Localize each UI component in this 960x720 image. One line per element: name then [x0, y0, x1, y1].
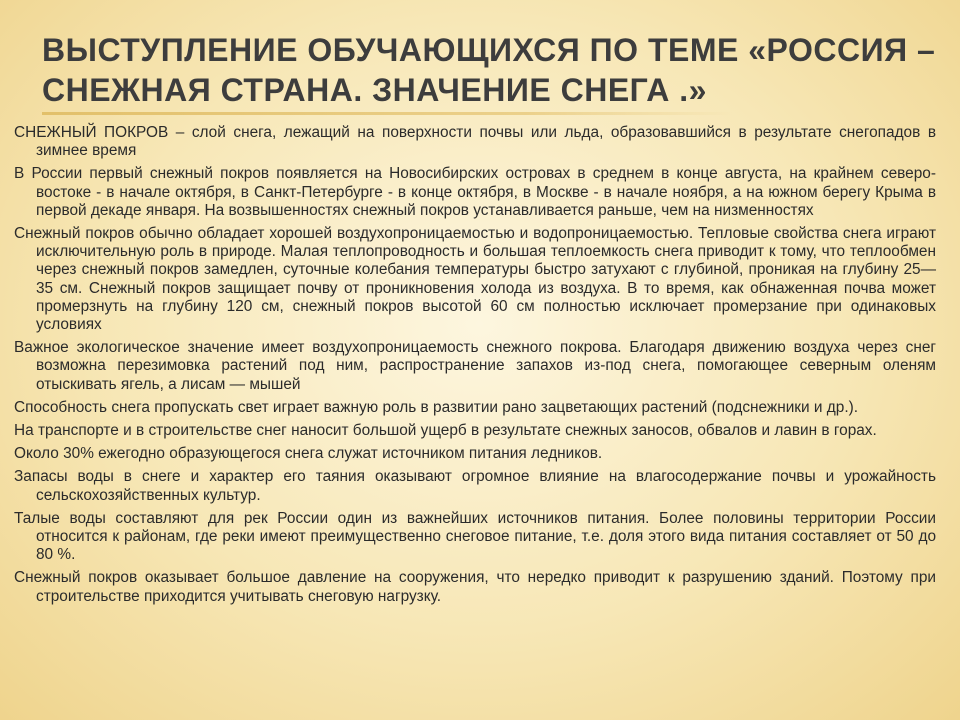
paragraph-meltwater: Талые воды составляют для рек России один из важнейших источников питания. Более половины территории России относится к районам, где реки имеют преимущественно снеговое питание, т.е. доля этого вида питания составляет от 50 до 80 %. [14, 509, 936, 564]
paragraph-soil-moisture: Запасы воды в снеге и характер его таяния оказывают огромное влияние на влагосодержание почвы и урожайность сельскохозяйственных культур. [14, 468, 936, 504]
paragraph-transport-damage: На транспорте и в строительстве снег наносит большой ущерб в результате снежных заносов, обвалов и лавин в горах. [14, 422, 877, 440]
slide-title-line-1: ВЫСТУПЛЕНИЕ ОБУЧАЮЩИХСЯ ПО ТЕМЕ «РОССИЯ – [42, 32, 936, 68]
paragraph-snow-cover-definition: СНЕЖНЫЙ ПОКРОВ – слой снега, лежащий на поверхности почвы или льда, образовавшийся в результате снегопадов в зимнее время [14, 124, 936, 160]
paragraph-thermal-properties: Снежный покров обычно обладает хорошей воздухопроницаемостью и водопроницаемостью. Тепловые свойства снега играют исключительную роль в природе. Малая теплопроводность и большая теплоемкость снега приводит к тому, что теплообмен через снежный покров замедлен, суточные колебания температуры быстро затухают с глубиной, проникая на глубину 25—35 см. Снежный покров защищает почву от проникновения холода из воздуха. В то время, как обнаженная почва может промерзнуть на глубину 120 см, снежный покров высотой 60 см полностью исключает промерзание при одинаковых условиях [14, 225, 936, 334]
slide-title [42, 30, 942, 110]
paragraph-glaciers: Около 30% ежегодно образующегося снега служат источником питания ледников. [14, 445, 603, 463]
slide-body [14, 124, 936, 611]
title-underline [42, 112, 732, 115]
paragraph-snow-load: Снежный покров оказывает большое давление на сооружения, что нередко приводит к разрушению зданий. Поэтому при строительстве приходится учитывать снеговую нагрузку. [14, 569, 936, 605]
paragraph-light-transmission: Способность снега пропускать свет играет важную роль в развитии рано зацветающих растений (подснежники и др.). [14, 398, 859, 416]
paragraph-ecological-importance: Важное экологическое значение имеет воздухопроницаемость снежного покрова. Благодаря движению воздуха через снег возможна перезимовка растений под ним, распространение запахов из-под снега, помогающее северным оленям отыскивать ягель, а лисам — мышей [14, 339, 936, 393]
paragraph-first-snow-in-russia: В России первый снежный покров появляется на Новосибирских островах в среднем в конце августа, на крайнем северо-востоке - в начале октября, в Санкт-Петербурге - в конце октября, в Москве - в начале ноября, а на южном берегу Крыма в первой декаде января. На возвышенностях снежный покров устанавливается раньше, чем на низменностях [14, 165, 936, 219]
slide-title-line-2: СНЕЖНАЯ СТРАНА. ЗНАЧЕНИЕ СНЕГА .» [42, 72, 707, 108]
